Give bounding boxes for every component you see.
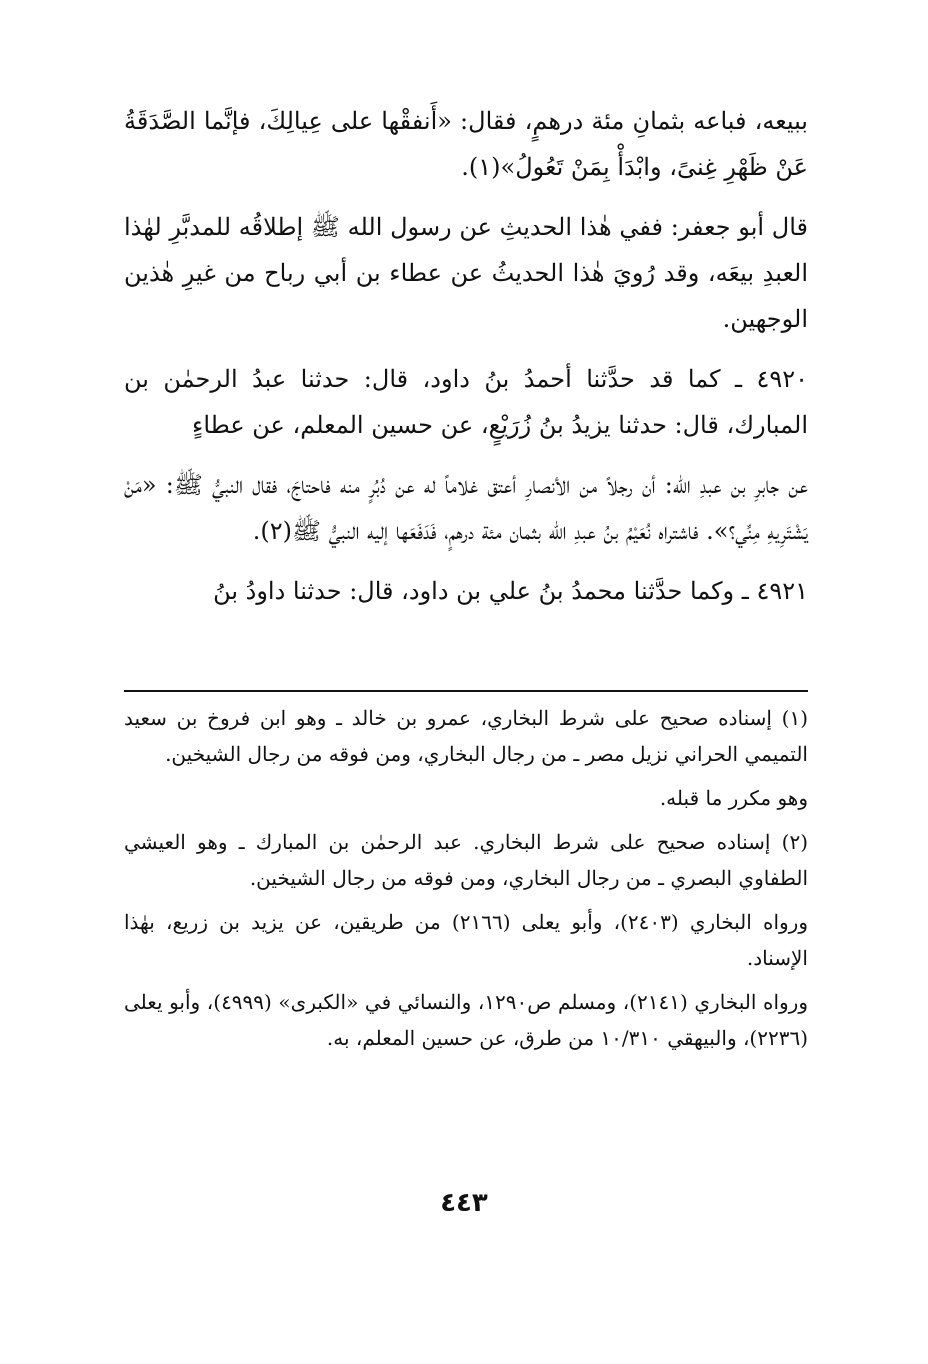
main-text bbox=[124, 98, 808, 628]
paragraph-hadith-4920: ٤٩٢٠ ـ كما قد حدَّثنا أحمدُ بنُ داود، قال: حدثنا عبدُ الرحمٰن بن المبارك، قال: حدثنا يزيدُ بنُ زُرَيْعٍ، عن حسين المعلم، عن عطاءٍ bbox=[124, 365, 808, 439]
footnote-2-other-sources: ورواه البخاري (٢١٤١)، ومسلم ص١٢٩٠، والنسائي في «الكبرى» (٤٩٩٩)، وأبو يعلى (٢٢٣٦)، والبيهقي ١٠/٣١٠ من طرق، عن حسين المعلم، به. bbox=[124, 990, 808, 1050]
paragraph-hadith-4921: ٤٩٢١ ـ وكما حدَّثنا محمدُ بنُ علي بن داود، قال: حدثنا داودُ بنُ bbox=[213, 577, 808, 605]
footnotes bbox=[124, 700, 808, 1064]
paragraph-jabir-narration: عن جابرِ بن عبدِ الله: أن رجلاً من الأنصارِ أعتق غلاماً له عن دُبُرٍ منه فاحتاجَ، فقال النبيُّ ﷺ: «مَنْ يَشْتَرِيهِ مِنِّي؟». فاشتراه نُعَيْمُ بنُ عبدِ الله بثمان مئة درهمٍ، فَدَفَعَها إليه النبيُّ ﷺ(٢). bbox=[124, 471, 808, 545]
footnote-1-note: وهو مكرر ما قبله. bbox=[659, 786, 808, 810]
page-number: ٤٤٣ bbox=[440, 1188, 488, 1218]
footnote-separator bbox=[124, 690, 808, 692]
footnote-2: (٢) إسناده صحيح على شرط البخاري. عبد الرحمٰن بن المبارك ـ وهو العيشي الطفاوي البصري ـ من رجال البخاري، ومن فوقه من رجال الشيخين. bbox=[124, 830, 808, 890]
paragraph-hadith-end: ببيعه، فباعه بثمانِ مئة درهمٍ، فقال: «أَنفقْها على عِيالِكَ، فإنَّما الصَّدَقَةُ عَنْ ظَهْرِ غِنىً، وابْدَأْ بِمَنْ تَعُولُ»(١). bbox=[124, 107, 808, 181]
footnote-1: (١) إسناده صحيح على شرط البخاري، عمرو بن خالد ـ وهو ابن فروخ بن سعيد التميمي الحراني نزيل مصر ـ من رجال البخاري، ومن فوقه من رجال الشيخين. bbox=[124, 706, 808, 766]
paragraph-abu-jafar-comment: قال أبو جعفر: ففي هٰذا الحديثِ عن رسول الله ﷺ إطلاقُه للمدبَّرِ لهٰذا العبدِ بيعَه، وقد رُويَ هٰذا الحديثُ عن عطاء بن أبي رباح من غيرِ هٰذين الوجهين. bbox=[124, 213, 808, 333]
footnote-2-bukhari: ورواه البخاري (٢٤٠٣)، وأبو يعلى (٢١٦٦) من طريقين، عن يزيد بن زريع، بهٰذا الإسناد. bbox=[124, 910, 808, 970]
